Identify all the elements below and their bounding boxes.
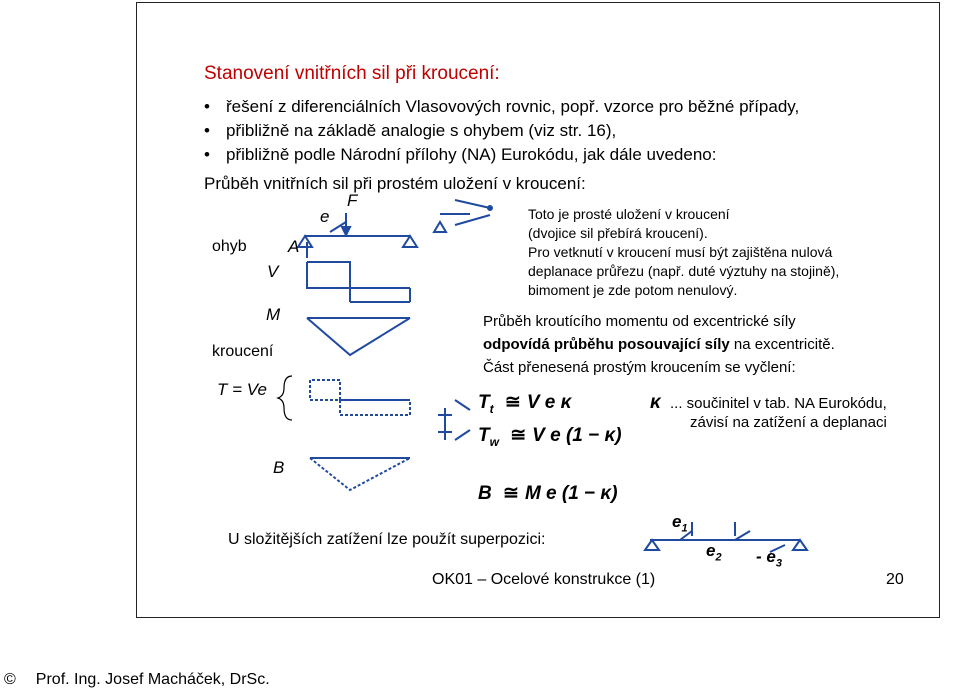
para-1: Průběh kroutícího momentu od excentrické síly [483,313,796,330]
label-m: M [266,305,281,324]
kappa-symbol: κ [650,392,661,413]
kappa-note-2: závisí na zatížení a deplanaci [690,414,887,431]
label-e1: $e_1$ [672,512,688,535]
label-b: B [273,458,285,477]
label-v: V [267,262,279,281]
bullet-dot: • [204,97,210,116]
superposition-text: U složitějších zatížení lze použít superpozici: [228,531,546,548]
label-krouceni: kroucení [212,343,274,360]
label-e2: $e_2$ [706,541,722,564]
para-3: Část přenesená prostým kroucením se vyčlení: [483,359,796,376]
load-arrowhead [342,227,350,235]
bullet-dot: • [204,121,210,140]
note-line-3: Pro vetknutí v kroucení musí být zajištěna nulová [528,244,833,260]
label-a: A [288,237,300,256]
label-t-ve: T = Ve [217,380,267,399]
course-footer: OK01 – Ocelové konstrukce (1) [432,571,656,588]
note-line-5: bimoment je zde potom nenulový. [528,282,738,298]
support-left [298,236,312,247]
note-line-1: Toto je prosté uložení v kroucení [528,206,730,222]
support-right [403,236,417,247]
kappa-note-1: ... součinitel v tab. NA Eurokódu, [670,395,887,412]
author-footer: © Prof. Ing. Josef Macháček, DrSc. [4,671,270,688]
label-e: e [320,207,330,226]
note-line-4: deplanace průřezu (např. duté výztuhy na stojině), [528,263,840,279]
torque-diagram-lower [340,400,410,415]
label-f: F [347,191,358,210]
shear-diagram-upper [307,262,350,288]
bullet-1: • řešení z diferenciálních Vlasovových rovnic, popř. vzorce pro běžné případy, [204,97,800,116]
section-heading: Průběh vnitřních sil při prostém uložení v kroucení: [204,174,586,193]
formula-b: B ≅ M e (1 − κ) [478,483,618,504]
moment-diagram [307,318,410,355]
label-e3: - $e_3$ [756,547,782,570]
formula-tw: $T_w$ ≅ V e (1 − κ) [478,425,622,449]
formula-tt: $T_t$ ≅ V e κ [478,392,572,416]
slide-title: Stanovení vnitřních sil při kroucení: [204,63,500,84]
page-number: 20 [886,571,904,588]
bullet-2: • přibližně na základě analogie s ohybem (viz str. 16), [204,121,617,140]
superposition-support-left [645,540,659,550]
para-2: odpovídá průběhu posouvající síly na excentricitě. [483,336,835,353]
bullet-dot: • [204,145,210,164]
note-line-2: (dvojice sil přebírá kroucení). [528,225,708,241]
superposition-support-right [793,540,807,550]
brace [278,376,292,420]
label-ohyb: ohyb [212,238,247,255]
bimoment-diagram [310,458,410,490]
torque-diagram-upper [310,380,340,400]
bullet-3: • přibližně podle Národní přílohy (NA) Eurokódu, jak dále uvedeno: [204,145,717,164]
